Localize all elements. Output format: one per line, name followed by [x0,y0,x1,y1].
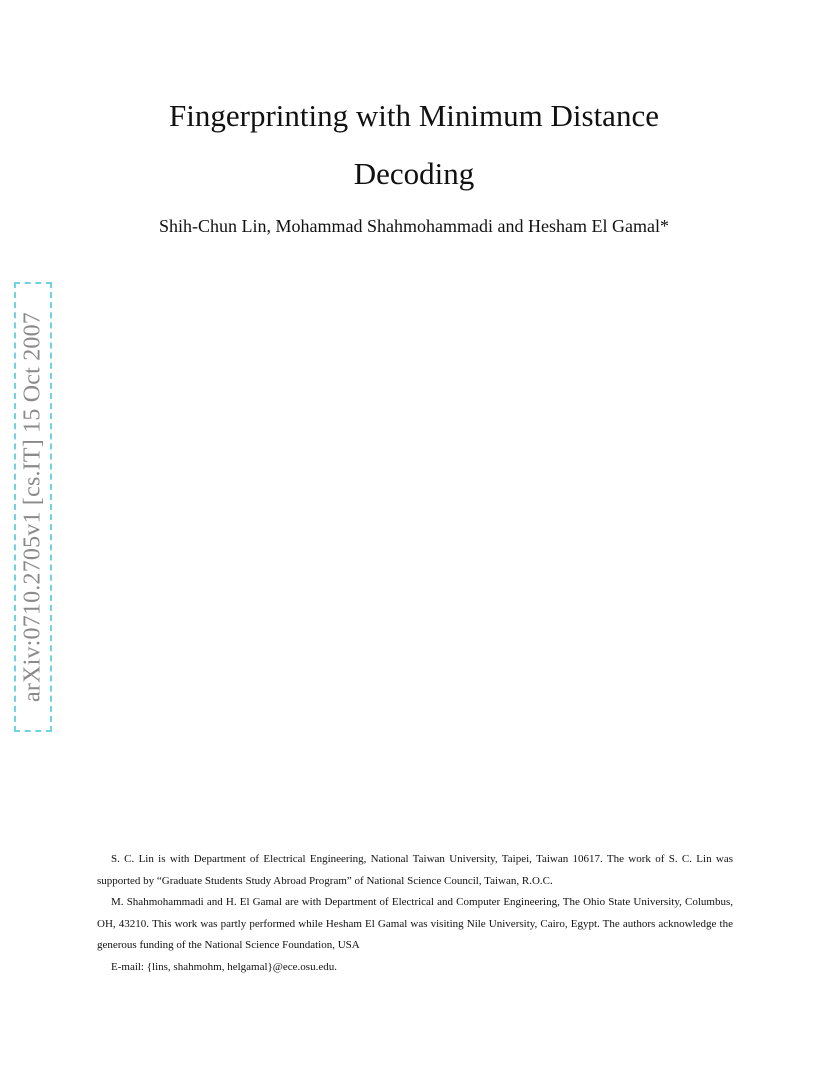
footnotes [97,849,733,978]
footnote-lin: S. C. Lin is with Department of Electrical Engineering, National Taiwan University, Taipei, Taiwan 10617. The work of S. C. Lin was supported by “Graduate Students Study Abroad Program” of National Science Council, Taiwan, R.O.C. [97,853,733,887]
author-list: Shih-Chun Lin, Mohammad Shahmohammadi and Hesham El Gamal* [159,216,669,236]
paper-title-line-2: Decoding [353,156,475,191]
footnote-shahmohammadi-elgamal: M. Shahmohammadi and H. El Gamal are with Department of Electrical and Computer Engineering, The Ohio State University, Columbus, OH, 43210. This work was partly performed while Hesham El Gamal was visiting Nile University, Cairo, Egypt. The authors acknowledge the generous funding of the National Science Foundation, USA [97,896,733,951]
footnote-email: E-mail: {lins, shahmohm, helgamal}@ece.osu.edu. [111,960,337,973]
arxiv-stamp-box[interactable] [14,282,52,732]
paper-title [0,87,828,203]
paper-title-line-1: Fingerprinting with Minimum Distance [169,98,659,133]
arxiv-stamp[interactable]: arXiv:0710.2705v1 [cs.IT] 15 Oct 2007 [19,312,46,702]
